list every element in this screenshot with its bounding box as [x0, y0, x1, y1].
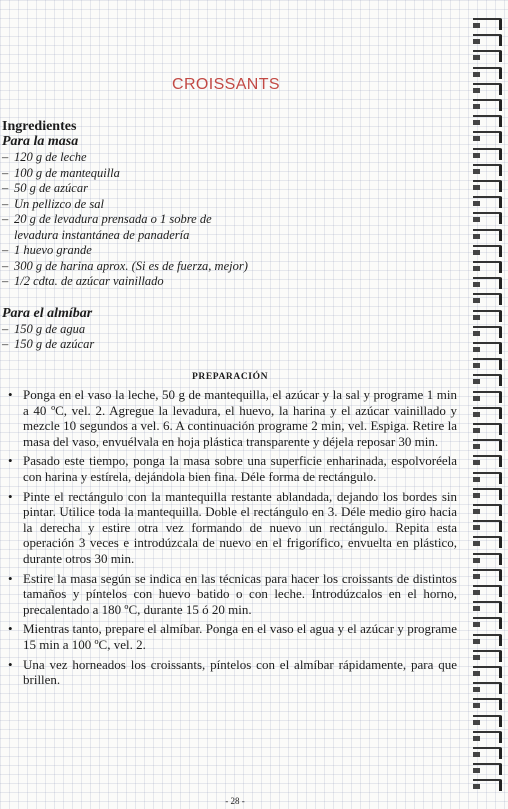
bullet: •	[8, 387, 13, 402]
step-item	[8, 453, 457, 484]
spiral-coil	[473, 164, 502, 176]
dough-heading: Para la masa	[2, 134, 79, 149]
preparation-steps	[8, 387, 457, 692]
step-item	[8, 621, 457, 652]
ingredient-item: – 1 huevo grande	[2, 243, 302, 259]
ingredient-item: – 150 g de agua	[2, 322, 302, 338]
spiral-coil	[473, 682, 502, 694]
spiral-coil	[473, 99, 502, 111]
spiral-coil	[473, 488, 502, 500]
spiral-coil	[473, 67, 502, 79]
step-text: Pinte el rectángulo con la mantequilla restante ablandada, dejando los bordes sin pintar. Utilice toda la mantequilla. Doble el rectángulo en 3. Déle medio giro hacia la derecha y estire otra vez formando de nuevo un rectángulo. Repita esta operación 3 veces e introdúzcala de nuevo en el frigorífico, envuelta en plástico, durante otros 30 min.	[23, 488, 457, 566]
spiral-coil	[473, 585, 502, 597]
spiral-coil	[473, 374, 502, 386]
spiral-coil	[473, 358, 502, 370]
spiral-coil	[473, 342, 502, 354]
spiral-coil	[473, 326, 502, 338]
spiral-coil	[473, 553, 502, 565]
spiral-coil	[473, 245, 502, 257]
preparation-heading: PREPARACIÓN	[191, 372, 269, 382]
spiral-coil	[473, 536, 502, 548]
syrup-list	[2, 322, 302, 353]
ingredient-item: – Un pellizco de sal	[2, 197, 302, 213]
spiral-binding	[474, 18, 508, 803]
spiral-coil	[473, 504, 502, 516]
spiral-coil	[473, 650, 502, 662]
spiral-coil	[473, 196, 502, 208]
spiral-coil	[473, 617, 502, 629]
bullet: •	[8, 656, 13, 672]
ingredient-item: – 100 g de mantequilla	[2, 166, 302, 182]
spiral-coil	[473, 779, 502, 791]
spiral-coil	[473, 634, 502, 646]
spiral-coil	[473, 229, 502, 241]
step-item	[8, 571, 457, 618]
dough-list	[2, 150, 302, 290]
spiral-coil	[473, 423, 502, 435]
ingredient-item: – 300 g de harina aprox. (Si es de fuerza, mejor)	[2, 259, 302, 275]
spiral-coil	[473, 277, 502, 289]
step-text: Estire la masa según se indica en las técnicas para hacer los croissants de distintos tamaños y píntelos con huevo batido o con leche. Introdúzcalos en el horno, precalentado a 180 ºC, durante 15 ó 20 min.	[23, 570, 457, 617]
ingredients-heading: Ingredientes	[2, 119, 77, 134]
ingredients-section	[2, 119, 302, 353]
spiral-coil	[473, 50, 502, 62]
spiral-coil	[473, 115, 502, 127]
spiral-coil	[473, 212, 502, 224]
spiral-coil	[473, 472, 502, 484]
spiral-coil	[473, 666, 502, 678]
syrup-heading: Para el almíbar	[2, 305, 93, 321]
ingredient-item: – 120 g de leche	[2, 150, 302, 166]
spiral-coil	[473, 715, 502, 727]
bullet: •	[8, 570, 13, 586]
spiral-coil	[473, 310, 502, 322]
spiral-coil	[473, 731, 502, 743]
step-text: Ponga en el vaso la leche, 50 g de mantequilla, el azúcar y la sal y programe 1 min a 40 ºC, vel. 2. Agregue la levadura, el huevo, la harina y el azúcar vainillado y mezcle 10 segundos a vel. 6. A continuación programe 2 min, vel. Espiga. Retire la masa del vaso, envuélvala en hoja plástica transparente y déjela reposar 30 min.	[23, 387, 457, 449]
spiral-coil	[473, 747, 502, 759]
step-item	[8, 657, 457, 688]
step-text: Mientras tanto, prepare el almíbar. Ponga en el vaso el agua y el azúcar y programe 15 min a 100 ºC, vel. 2.	[23, 621, 457, 652]
bullet: •	[8, 453, 13, 469]
ingredient-item: – 150 g de azúcar	[2, 337, 302, 353]
recipe-title: CROISSANTS	[171, 76, 280, 93]
spiral-coil	[473, 601, 502, 613]
spiral-coil	[473, 18, 502, 30]
ingredient-item-continuation: levadura instantánea de panadería	[14, 227, 190, 242]
step-text: Una vez horneados los croissants, píntelos con el almíbar rápidamente, para que brillen.	[23, 656, 457, 688]
spiral-coil	[473, 698, 502, 710]
spiral-coil	[473, 407, 502, 419]
spiral-coil	[473, 83, 502, 95]
spiral-coil	[473, 439, 502, 451]
bullet: •	[8, 621, 13, 637]
spiral-coil	[473, 455, 502, 467]
step-item	[8, 489, 457, 567]
spiral-coil	[473, 520, 502, 532]
step-text: Pasado este tiempo, ponga la masa sobre una superficie enharinada, espolvoréela con harina y estírela, dejándola bien fina. Déle forma de rectángulo.	[23, 453, 457, 484]
spiral-coil	[473, 261, 502, 273]
bullet: •	[8, 488, 13, 504]
spiral-coil	[473, 391, 502, 403]
spiral-coil	[473, 180, 502, 192]
spiral-coil	[473, 763, 502, 775]
ingredient-item: – 50 g de azúcar	[2, 181, 302, 197]
spiral-coil	[473, 131, 502, 143]
spiral-coil	[473, 293, 502, 305]
ingredient-item: – 1/2 cdta. de azúcar vainillado	[2, 274, 302, 290]
page-number: - 28 -	[225, 796, 245, 806]
step-item	[8, 387, 457, 449]
ingredient-item: – 20 g de levadura prensada o 1 sobre de	[2, 212, 302, 228]
spiral-coil	[473, 34, 502, 46]
spiral-coil	[473, 148, 502, 160]
spiral-coil	[473, 569, 502, 581]
